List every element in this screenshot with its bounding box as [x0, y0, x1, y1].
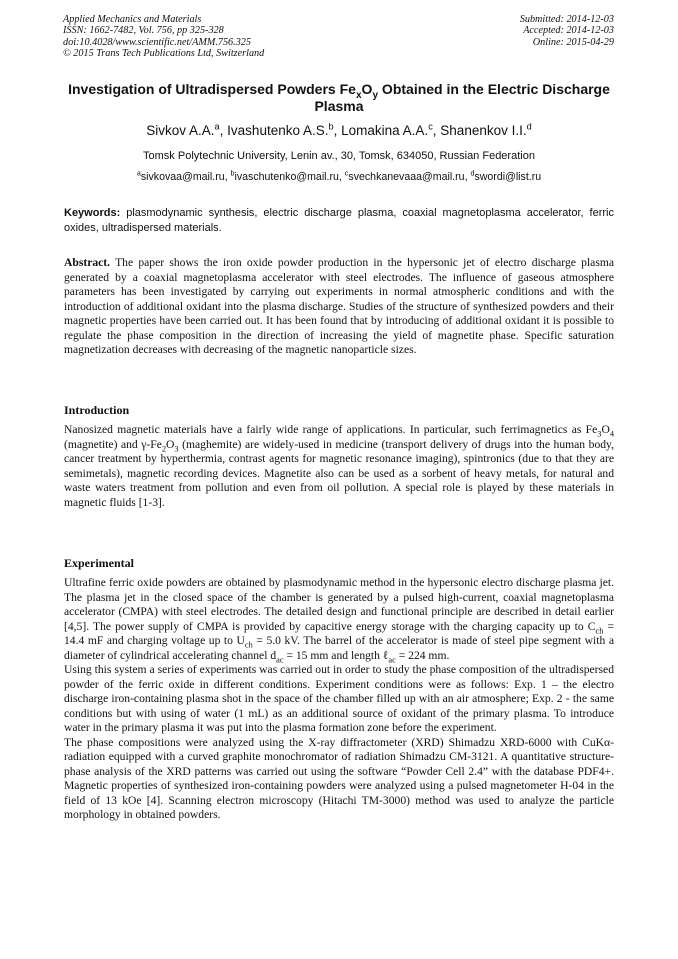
email-address[interactable]: ivaschutenko@mail.ru	[234, 171, 339, 183]
author-list: Sivkov A.A.$^a$, Ivashutenko A.S.$^b$, Lomakina A.A.$^c$, Shanenkov I.I.$^d$	[146, 121, 532, 138]
author-mark: a	[214, 121, 220, 132]
intro-text-3: (maghemite) are widely-used in medicine (transport delivery of drugs into the human body, cancer treatment by hyperthermia, contrast agents for magnetic resonance imaging), spintronics (due to that they are semimetals), magnetic recording devices. Magnetite also can be used as a sorbent of heavy metals, for natural and waste waters treatment from pollution and even from oil pollution. A special role is played by these materials in magnetic fluids [1-3].	[64, 437, 614, 509]
author-mark: d	[526, 121, 532, 132]
experimental-heading: Experimental	[64, 556, 134, 570]
journal-name: Applied Mechanics and Materials	[63, 14, 202, 25]
email-list: $^a$sivkovaa@mail.ru, $^b$ivaschutenko@mail.ru, $^c$svechkanevaaa@mail.ru, $^d$swordi@list.ru	[136, 168, 542, 183]
doi-line[interactable]: doi:10.4028/www.scientific.net/AMM.756.325	[63, 36, 251, 48]
title-subscript-x: x	[355, 89, 362, 101]
experimental-paragraph: The phase compositions were analyzed using the X-ray diffractometer (XRD) Shimadzu XRD-6000 with CuKα-radiation equipped with a curved graphite monochromator of radiation Shimadzu CM-3121. A quantitative structure-phase analysis of the XRD patterns was carried out using the software “Powder Cell 2.4” with the database PDF4+. Magnetic properties of synthesized iron-containing powders were analyzed using a pulsed magnetometer H-04 in the field of 13 kOe [4]. Scanning electron microscopy (Hitachi TM-3000) method was used to analyze the particle morphology in obtained powders.	[64, 735, 614, 821]
exp-text: Ultrafine ferric oxide powders are obtained by plasmodynamic method in the hypersonic electro discharge plasma jet. The plasma jet in the closed space of the chamber is generated by a pulsed high-current, coaxial magnetoplasma accelerator (CMPA) with steel electrodes. The detailed design and functional principle are described in detail earlier [4,5]. The power supply of CMPA is provided by capacitive energy storage with the charging capacity up to C	[64, 576, 614, 633]
intro-subscript: 3	[597, 429, 602, 439]
email-mark: d	[470, 168, 475, 178]
introduction-heading: Introduction	[64, 403, 130, 417]
copyright-line: © 2015 Trans Tech Publications Ltd, Switzerland	[63, 48, 265, 60]
intro-text-2: (magnetite) and γ-Fe	[64, 437, 162, 451]
intro-subscript: 4	[609, 429, 614, 439]
intro-text-1: Nanosized magnetic materials have a fairly wide range of applications. In particular, such ferrimagnetics as Fe	[64, 423, 598, 436]
title-text: Investigation of Ultradispersed Powders Fe	[68, 81, 356, 97]
paper-title	[60, 81, 618, 115]
publication-dates	[520, 14, 614, 48]
exp-text: = 15 mm and length ℓ	[283, 648, 389, 662]
email-mark: b	[230, 168, 235, 178]
author-name: Sivkov A.A.	[146, 123, 215, 138]
author-name: Lomakina A.A.	[341, 123, 429, 138]
exp-subscript: ac	[276, 654, 284, 664]
introduction-paragraph	[64, 423, 614, 510]
keywords-text: plasmodynamic synthesis, electric discharge plasma, coaxial magnetoplasma accelerator, ferric oxides, ultradispersed materials.	[64, 207, 614, 234]
exp-text: = 5.0 kV. The barrel of the accelerator is made of steel pipe segment with a diameter of cylindrical accelerating channel d	[64, 634, 614, 662]
submitted-date: Submitted: 2014-12-03	[519, 14, 614, 25]
email-address[interactable]: svechkanevaaa@mail.ru	[348, 171, 465, 183]
exp-text: = 224 mm.	[395, 648, 450, 662]
intro-text-o: O	[601, 423, 610, 436]
experimental-paragraph	[64, 576, 614, 663]
title-subscript-y: y	[372, 89, 379, 101]
experimental-section	[64, 576, 614, 823]
keywords-block	[64, 206, 614, 235]
abstract-text: The paper shows the iron oxide powder production in the hypersonic jet of electro discharge plasma generated by a coaxial magnetoplasma accelerator with steel electrodes. The influence of gaseous atmosphere parameters has been investigated by carrying out experiments in normal atmospheric conditions and with the introduction of additional oxidant into the plasma discharge. Studies of the structure of synthesized powders and their magnetic properties have been carried out. It has been found that by introducing of additional oxidant it is possible to regulate the phase composition in the direction of increasing the yield of magnetite phase. Specific saturation magnetization decreases with decreasing of the magnetic nanoparticle sizes.	[64, 256, 614, 356]
title-text-end: Obtained in the Electric Discharge Plasma	[314, 81, 610, 114]
email-address[interactable]: sivkovaa@mail.ru	[140, 171, 225, 183]
online-date: Online: 2015-04-29	[532, 36, 614, 48]
author-name: Shanenkov I.I.	[440, 123, 527, 138]
journal-info	[63, 14, 264, 60]
exp-subscript: ch	[595, 625, 604, 635]
title-text-o: O	[361, 81, 373, 97]
email-mark: c	[344, 168, 349, 178]
author-mark: b	[328, 121, 334, 132]
email-address[interactable]: swordi@list.ru	[474, 171, 542, 183]
abstract-label: Abstract.	[64, 256, 111, 269]
intro-subscript: 3	[174, 443, 179, 453]
exp-subscript: ch	[244, 640, 253, 650]
exp-subscript: ac	[388, 654, 396, 664]
intro-subscript: 2	[161, 443, 167, 453]
abstract-block	[64, 256, 614, 358]
affiliation: Tomsk Polytechnic University, Lenin av., 30, Tomsk, 634050, Russian Federation	[143, 150, 535, 162]
author-name: Ivashutenko A.S.	[227, 123, 329, 138]
issn-line: ISSN: 1662-7482, Vol. 756, pp 325-328	[63, 25, 224, 37]
experimental-paragraph: Using this system a series of experiments was carried out in order to study the phase composition of the ultradispersed powder of the ferric oxide in different conditions. Experiment conditions were as follows: Exp. 1 – the electro discharge iron-containing plasma shot in the space of the chamber filled up with an air atmosphere; Exp. 2 - the same conditions but with using of water (1 mL) as an additional source of oxidant of the primary plasma. To introduce water in the primary plasma it was put into the plasma formation zone before the experiment.	[64, 663, 614, 734]
keywords-label: Keywords:	[64, 207, 121, 219]
exp-text: = 14.4 mF and charging voltage up to U	[64, 619, 614, 647]
intro-text-o: O	[166, 437, 175, 451]
accepted-date: Accepted: 2014-12-03	[523, 25, 614, 37]
email-mark: a	[136, 168, 141, 178]
author-mark: c	[428, 121, 433, 132]
